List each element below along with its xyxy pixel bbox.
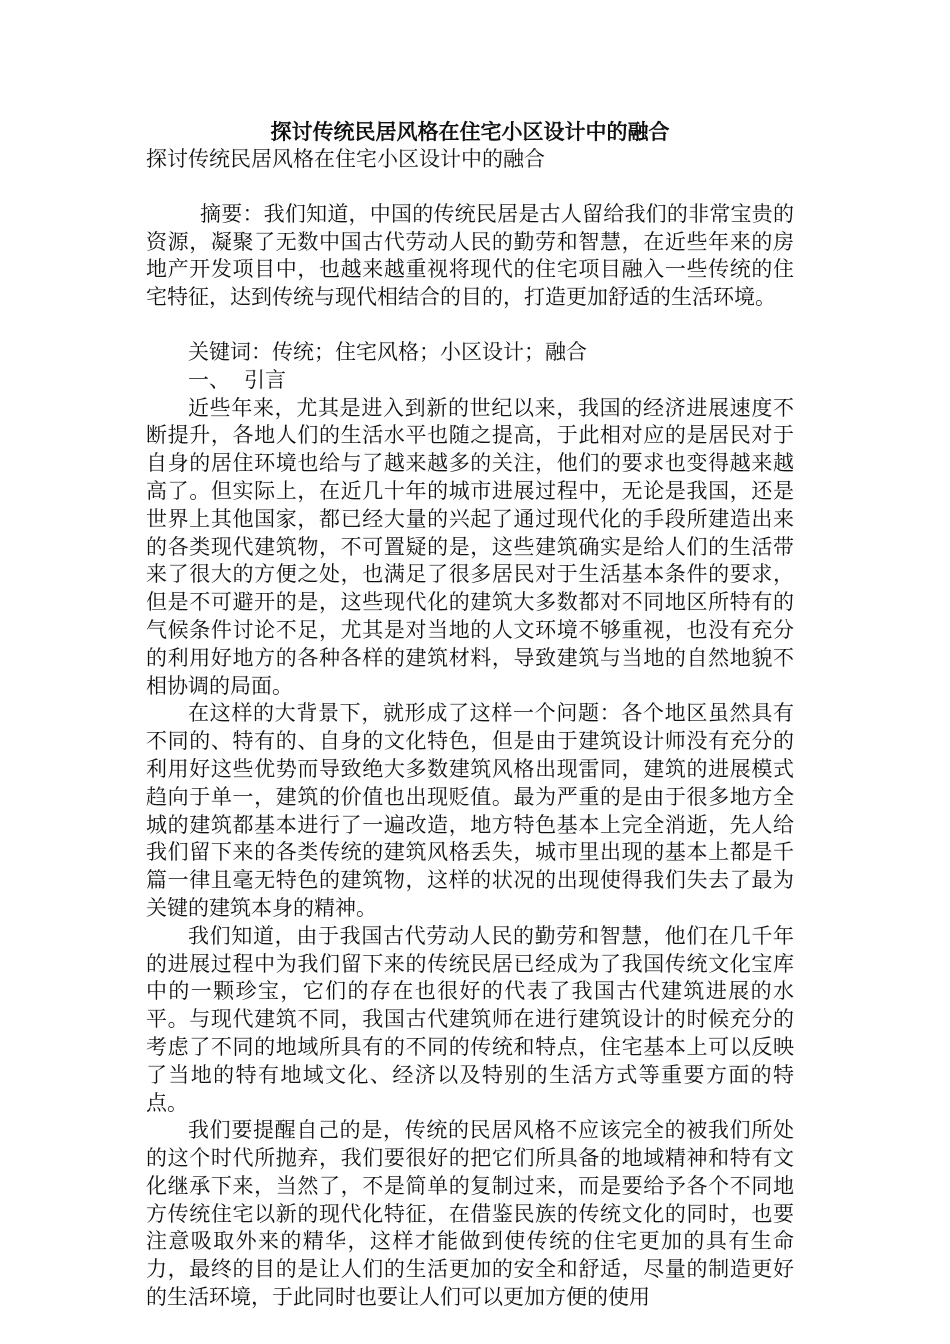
section-title: 引言 <box>244 367 286 392</box>
document-title: 探讨传统民居风格在住宅小区设计中的融合 <box>270 119 670 144</box>
section-number: 一、 <box>188 367 230 392</box>
body-paragraph: 在这样的大背景下，就形成了这样一个问题：各个地区虽然具有不同的、特有的、自身的文化特色，但是由于建筑设计师没有充分的利用好这些优势而导致绝大多数建筑风格出现雷同，建筑的进展模式趋向于单一，建筑的价值也出现贬值。最为严重的是由于很多地方全城的建筑都基本进行了一遍改造，地方特色基本上完全消逝，先人给我们留下来的各类传统的建筑风格丢失，城市里出现的基本上都是千篇一律且毫无特色的建筑物，这样的状况的出现使得我们失去了最为关键的建筑本身的精神。 <box>146 701 794 920</box>
blank-line <box>146 312 794 339</box>
body-paragraph: 我们知道，由于我国古代劳动人民的勤劳和智慧，他们在几千年的进展过程中为我们留下来的传统民居已经成为了我国传统文化宝库中的一颗珍宝，它们的存在也很好的代表了我国古代建筑进展的水平。与现代建筑不同，我国古代建筑师在进行建筑设计的时候充分的考虑了不同的地域所具有的不同的传统和特点，住宅基本上可以反映了当地的特有地域文化、经济以及特别的生活方式等重要方面的特点。 <box>146 923 794 1115</box>
body-paragraph: 近些年来，尤其是进入到新的世纪以来，我国的经济进展速度不断提升，各地人们的生活水平也随之提高，于此相对应的是居民对于自身的居住环境也给与了越来越多的关注，他们的要求也变得越来越高了。但实际上，在近几十年的城市进展过程中，无论是我国，还是世界上其他国家，都已经大量的兴起了通过现代化的手段所建造出来的各类现代建筑物，不可置疑的是，这些建筑确实是给人们的生活带来了很大的方便之处，也满足了很多居民对于生活基本条件的要求，但是不可避开的是，这些现代化的建筑大多数都对不同地区所特有的气候条件讨论不足，尤其是对当地的人文环境不够重视，也没有充分的利用好地方的各种各样的建筑材料，导致建筑与当地的自然地貌不相协调的局面。 <box>146 395 794 698</box>
body-paragraph: 我们要提醒自己的是，传统的民居风格不应该完全的被我们所处的这个时代所抛弃，我们要很好的把它们所具备的地域精神和特有文化继承下来，当然了，不是简单的复制过来，而是要给予各个不同地方传统住宅以新的现代化特征，在借鉴民族的传统文化的同时，也要注意吸取外来的精华，这样才能做到使传统的住宅更加的具有生命力，最终的目的是让人们的生活更加的安全和舒适，尽量的制造更好的生活环境，于此同时也要让人们可以更加方便的使用 <box>146 1118 794 1310</box>
document-page <box>146 118 794 1312</box>
blank-line <box>146 174 794 201</box>
section-heading <box>146 367 794 395</box>
keywords-line: 关键词：传统；住宅风格；小区设计；融合 <box>188 339 587 364</box>
document-subtitle: 探讨传统民居风格在住宅小区设计中的融合 <box>146 147 545 171</box>
abstract-paragraph: 摘要：我们知道，中国的传统民居是古人留给我们的非常宝贵的资源，凝聚了无数中国古代劳动人民的勤劳和智慧，在近些年来的房地产开发项目中，也越来越重视将现代的住宅项目融入一些传统的住宅特征，达到传统与现代相结合的目的，打造更加舒适的生活环境。 <box>146 201 794 310</box>
